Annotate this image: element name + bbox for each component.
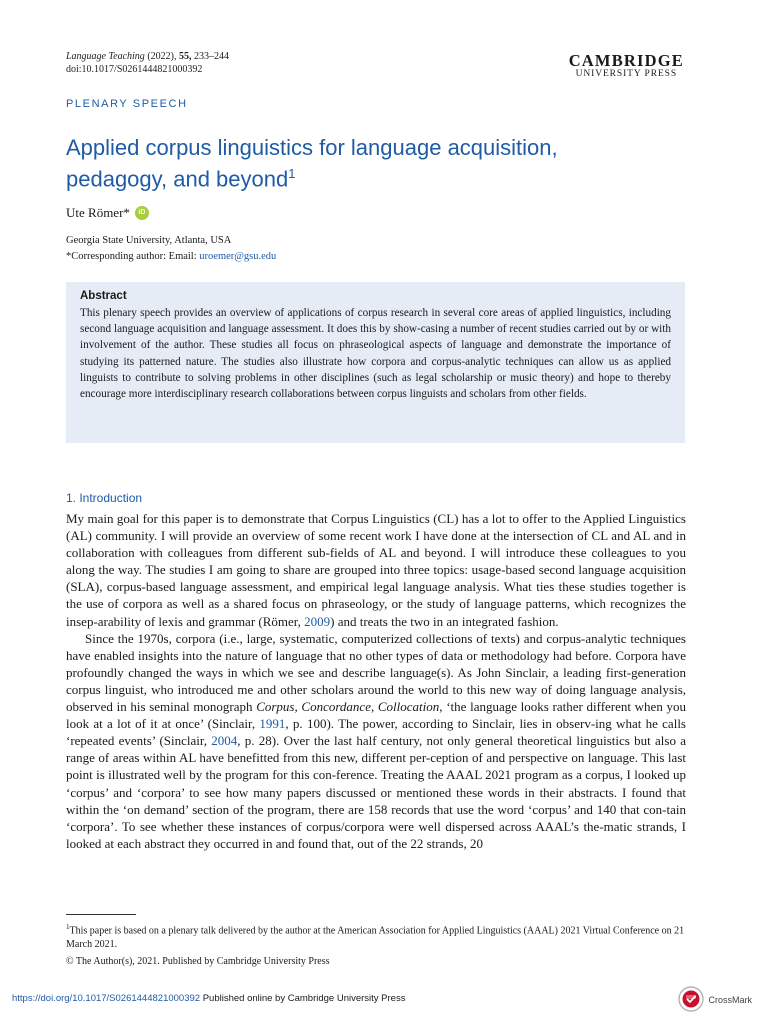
- paper-title: [66, 135, 686, 192]
- orcid-icon[interactable]: iD: [135, 206, 149, 220]
- crossmark-label: CrossMark: [708, 995, 752, 1005]
- journal-year: (2022),: [147, 51, 177, 62]
- publisher-sub: UNIVERSITY PRESS: [575, 69, 678, 79]
- footnote-text: This paper is based on a plenary talk delivered by the author at the American Association for Applied Linguistics (AAAL) 2021 Virtual Conference on 21 March 2021.: [66, 925, 685, 951]
- publisher-logo: [569, 53, 684, 80]
- crossmark-badge[interactable]: [678, 986, 752, 1014]
- section-heading-introduction: 1. Introduction: [66, 491, 143, 505]
- crossmark-icon: [678, 986, 704, 1014]
- affiliation-block: [66, 233, 276, 265]
- corresponding-author: *Corresponding author: Email: uroemer@gsu.edu: [66, 251, 277, 262]
- title-line-2: pedagogy, and beyond$^1$: [66, 166, 296, 192]
- author-name: Ute Römer*: [66, 205, 130, 220]
- citation-link[interactable]: 2009: [304, 613, 331, 629]
- affiliation: Georgia State University, Atlanta, USA: [66, 235, 232, 246]
- abstract-text: This plenary speech provides an overview of applications of corpus research in several core areas of applied linguistics, including second language acquisition and language assessment. It does this by show-casing a number of recent studies carried out by or with involvement of the author. These studies all focus on phraseological aspects of language and demonstrate the importance of studying its patterned nature. The studies also illustrate how corpora and corpus-analytic techniques can allow us as applied linguists to contribute to solving problems in other disciplines (such as legal scholarship or music theory) and hope to thereby encourage more interdisciplinary research collaborations between corpus linguists and scholars from other fields.: [80, 307, 671, 401]
- publisher-name: CAMBRIDGE: [568, 51, 684, 70]
- footnote-mark: 1: [66, 923, 70, 931]
- citation-link[interactable]: 2004: [211, 733, 238, 749]
- citation-link[interactable]: 1991: [259, 716, 286, 732]
- paragraph-2: Since the 1970s, corpora (i.e., large, systematic, computerized collections of texts) and corpus-analytic techniques have enabled insights into the nature of language that no other types of data or methodology had before. Corpora have profoundly changed the ways in which we see and describe language(s). As John Sinclair, a leading first-generation corpus linguist, who introduced me and other scholars around the world to this new way of doing language analysis, observed in his seminal monograph Corpus, Concordance, Collocation, ‘the language looks rather different when you look at a lot of it at once’ (Sinclair, 1991, p. 100). The power, according to Sinclair, lies in observ-ing what he calls ‘repeated events’ (Sinclair, 2004, p. 28). Over the last half century, not only general theoretical linguistics but also a range of areas within AL have benefitted from this new, different per-ception of and perspective on language. This last point is illustrated well by the program for this con-ference. Treating the AAAL 2021 program as a corpus, I looked up ‘corpus’ and ‘corpora’ to see how many papers discussed or mentioned these words in their abstracts. I found that within the ‘on demand’ section of the program, there are 158 records that use the word ‘corpus’ and 140 that con-tain ‘corpora’. To see whether these instances of corpus/corpora were well dispersed across AAAL’s the-matic strands, I looked at each abstract they occurred in and found that, out of the 22 strands, 20: [66, 630, 686, 851]
- published-online-text: Published online by Cambridge University Press: [200, 993, 406, 1004]
- section-label: PLENARY SPEECH: [66, 98, 188, 110]
- journal-doi: doi:10.1017/S0261444821000392: [66, 64, 203, 75]
- doi-footer: [12, 993, 405, 1004]
- body-text: [66, 510, 686, 852]
- copyright-notice: © The Author(s), 2021. Published by Cambridge University Press: [66, 956, 330, 967]
- author-email-link[interactable]: uroemer@gsu.edu: [199, 251, 277, 262]
- abstract-heading: Abstract: [80, 290, 127, 302]
- journal-pages: 233–244: [193, 51, 229, 62]
- footnote-divider: [66, 914, 136, 915]
- paragraph-1: My main goal for this paper is to demonstrate that Corpus Linguistics (CL) has a lot to offer to the Applied Linguistics (AL) community. I will provide an overview of some recent work I have done at the intersection of CL and AL and in collaboration with colleagues from different sub-fields of AL and beyond. I will introduce these colleagues to you along the way. The studies I am going to share are grouped into three topics: usage-based second language acquisition (SLA), corpus-based language assessment, and empirical legal language analysis. What ties these studies together is the use of corpora as well as a shared focus on phraseology, or the study of language patterns, which recognizes the insep-arability of lexis and grammar (Römer, 2009) and treats the two in an integrated fashion.: [66, 511, 686, 629]
- journal-name: Language Teaching: [66, 51, 145, 62]
- title-line-1: Applied corpus linguistics for language acquisition,: [66, 135, 558, 160]
- footnote: [66, 920, 686, 952]
- doi-link[interactable]: https://doi.org/10.1017/S0261444821000392: [12, 993, 201, 1004]
- book-title: Corpus, Concordance, Collocation: [256, 699, 440, 715]
- title-footnote-mark[interactable]: 1: [288, 166, 296, 181]
- journal-volume: 55,: [178, 51, 192, 62]
- author-line: [66, 205, 149, 221]
- journal-citation: [66, 50, 229, 76]
